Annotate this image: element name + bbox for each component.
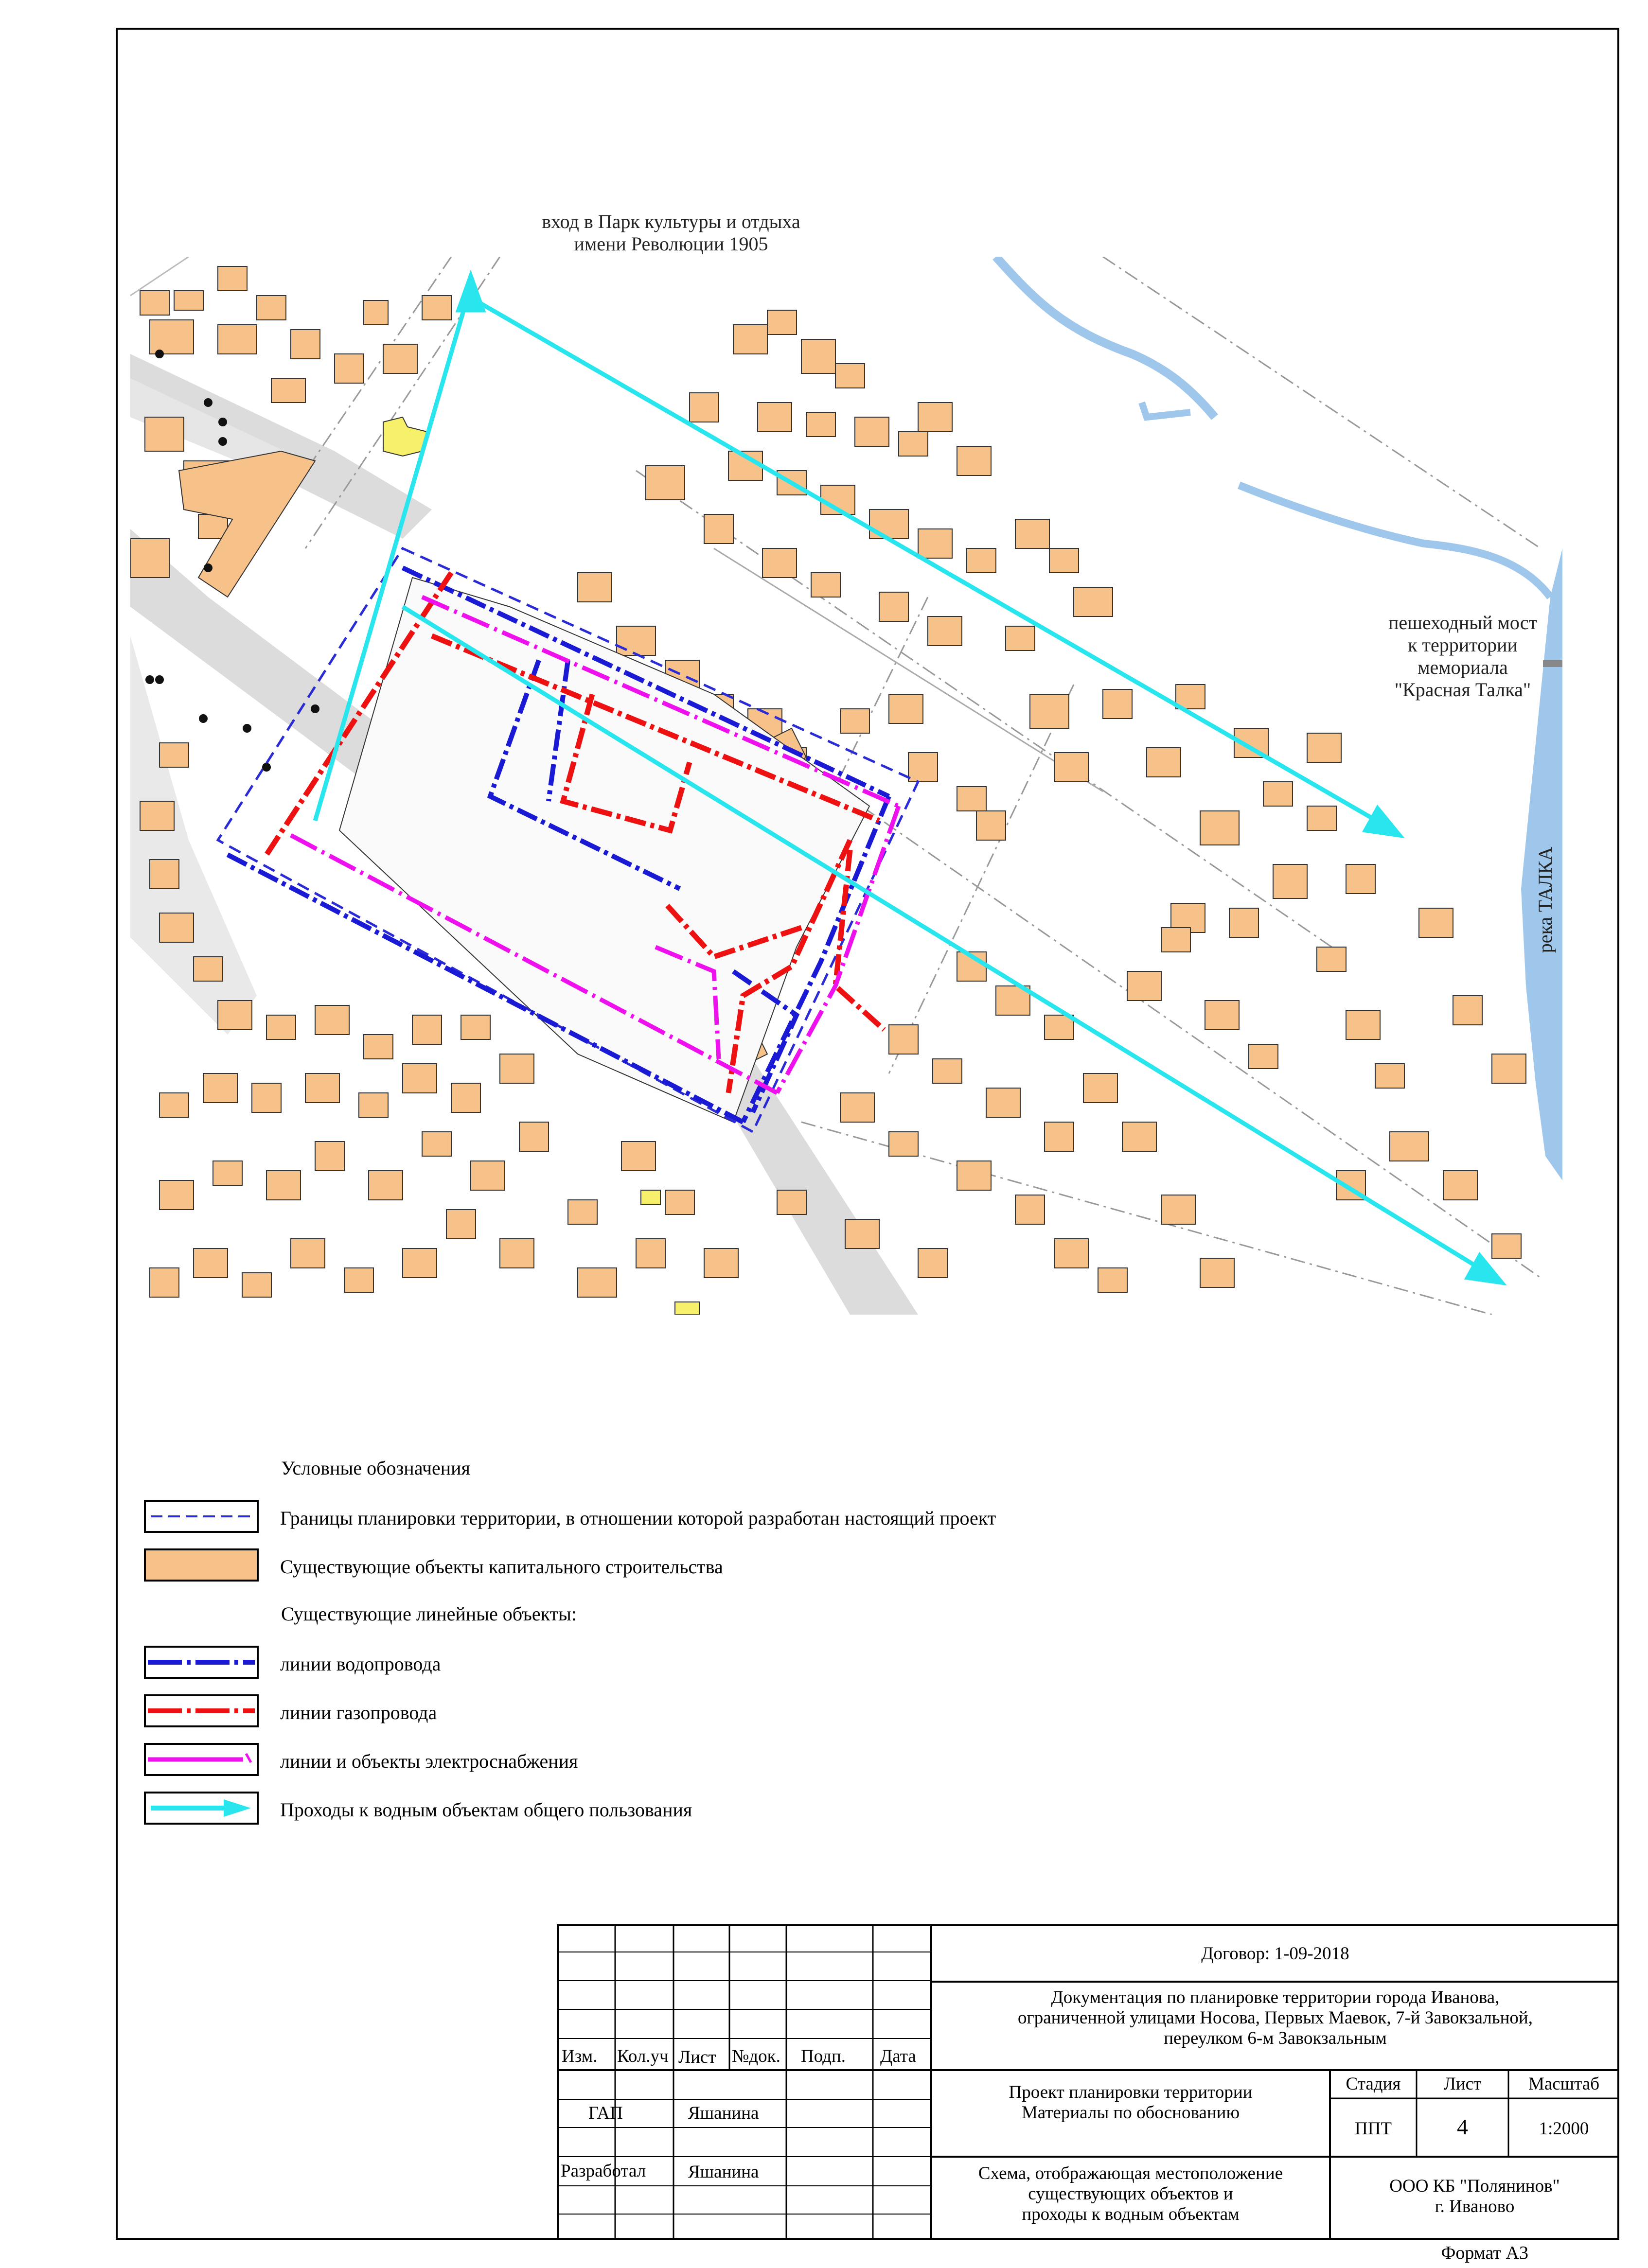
scale-value: 1:2000: [1539, 2119, 1589, 2139]
legend-label-water: линии водопровода: [280, 1653, 441, 1675]
sheet-format: Формат А3: [1441, 2243, 1528, 2263]
col-ndok: №док.: [732, 2046, 780, 2066]
bridge-line4: "Красная Талка": [1394, 679, 1531, 701]
contract-number: Договор: 1-09-2018: [1201, 1944, 1349, 1964]
col-kol: Кол.уч: [617, 2046, 669, 2066]
bridge-line2: к территории: [1408, 634, 1518, 656]
project-line2: Материалы по обоснованию: [1021, 2103, 1240, 2123]
legend-item-boundary: [144, 1500, 1214, 1535]
org-line2: г. Иваново: [1435, 2197, 1515, 2216]
title-block: [557, 1924, 1619, 2240]
park-entrance-top-line1: вход в Парк культуры и отдыха: [542, 211, 800, 232]
legend-linear-header: Существующие линейные объекты:: [281, 1603, 577, 1625]
gap-name: Яшанина: [688, 2103, 759, 2123]
boundary-swatch: [144, 1500, 259, 1533]
sheet-header: Лист: [1443, 2074, 1482, 2094]
legend-label-power: линии и объекты электроснабжения: [280, 1750, 578, 1772]
legend-label-boundary: Границы планировки территории, в отношении которой разработан настоящий проект: [280, 1507, 996, 1529]
site-plan-map: [130, 257, 1562, 1315]
access-swatch: [144, 1792, 259, 1825]
gap-role: ГАП: [588, 2103, 623, 2123]
map-canvas: [130, 257, 1562, 1315]
doc-title-line3: переулком 6-м Завокзальным: [1164, 2028, 1387, 2048]
doc-title-line2: ограниченной улицами Носова, Первых Маевок, 7-й Завокзальной,: [1018, 2008, 1533, 2028]
org-line1: ООО КБ "Полянинов": [1389, 2176, 1560, 2196]
access-arrow-icon: [146, 1793, 257, 1823]
scale-header: Масштаб: [1528, 2074, 1600, 2094]
developer-role: Разработал: [561, 2161, 646, 2181]
park-entrance-label-top: [477, 211, 866, 255]
legend-label-access: Проходы к водным объектам общего пользования: [280, 1799, 692, 1821]
scheme-title: [931, 2163, 1330, 2225]
scheme-line2: существующих объектов и: [1028, 2184, 1233, 2204]
legend-item-gas: [144, 1694, 1214, 1729]
river-label: река ТАЛКА: [1534, 846, 1556, 953]
scheme-line3: проходы к водным объектам: [1022, 2204, 1240, 2224]
bridge-line1: пешеходный мост: [1388, 612, 1538, 633]
col-izm: Изм.: [562, 2046, 598, 2066]
legend-title: Условные обозначения: [281, 1457, 470, 1479]
sheet-value: 4: [1457, 2114, 1468, 2139]
park-entrance-top-line2: имени Революции 1905: [574, 233, 768, 255]
river-talka: [996, 257, 1562, 1180]
legend-item-power: [144, 1743, 1214, 1778]
legend-label-buildings: Существующие объекты капитального строительства: [280, 1556, 723, 1578]
project-line1: Проект планировки территории: [1009, 2082, 1253, 2102]
building-swatch: [144, 1548, 259, 1582]
col-podp: Подп.: [801, 2046, 846, 2066]
legend-item-buildings: [144, 1548, 1214, 1583]
gas-swatch: [144, 1694, 259, 1727]
water-swatch: [144, 1646, 259, 1679]
stage-header: Стадия: [1346, 2074, 1401, 2094]
developer-name: Яшанина: [688, 2162, 759, 2182]
power-swatch: [144, 1743, 259, 1776]
legend-label-gas: линии газопровода: [280, 1702, 437, 1723]
col-data: Дата: [880, 2046, 916, 2066]
bridge-line3: мемориала: [1418, 656, 1508, 678]
document-title: [931, 1987, 1619, 2049]
stage-value: ППТ: [1354, 2119, 1392, 2139]
doc-title-line1: Документация по планировке территории города Иванова,: [1051, 1987, 1500, 2007]
project-name: [931, 2082, 1330, 2123]
organization: [1330, 2176, 1619, 2217]
col-list: Лист: [678, 2047, 716, 2067]
legend-item-access: [144, 1792, 1214, 1827]
scheme-line1: Схема, отображающая местоположение: [978, 2163, 1283, 2183]
bridge-label: [1365, 612, 1560, 701]
legend-item-water: [144, 1646, 1214, 1681]
